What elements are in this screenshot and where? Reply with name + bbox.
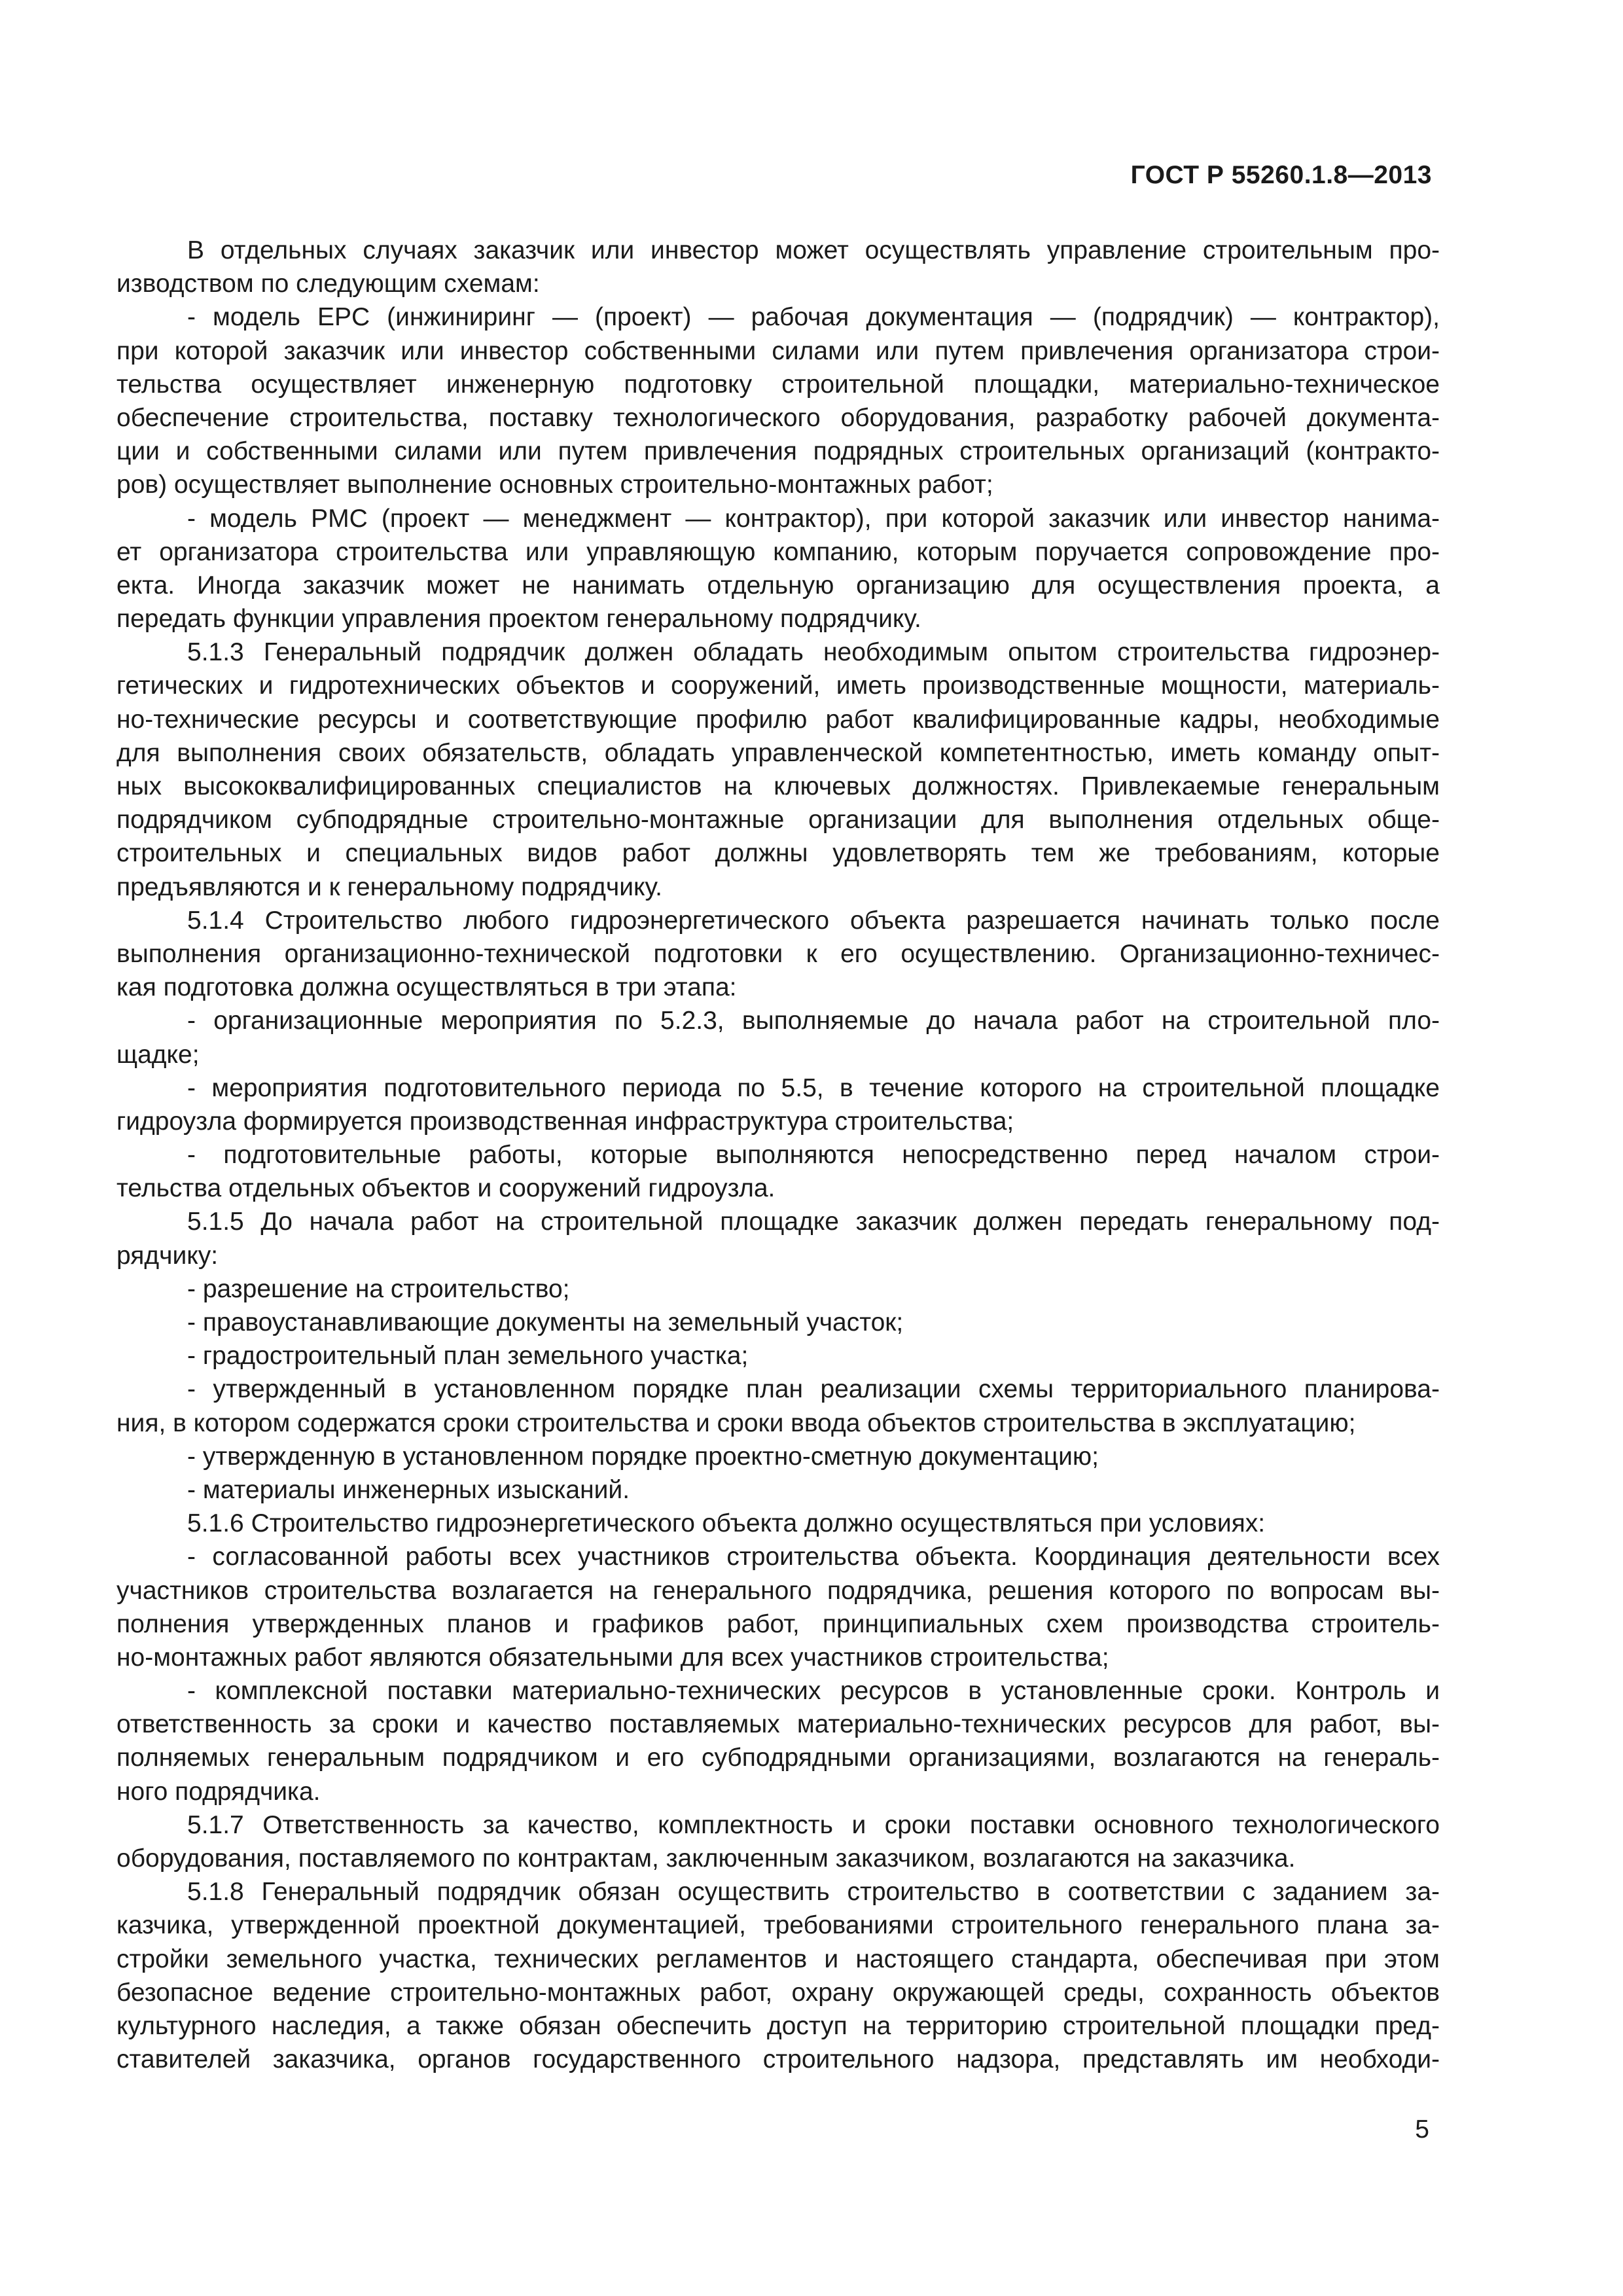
text-line: - модель PMC (проект — менеджмент — контрактор), при которой заказчик или инвестор нанима-: [187, 504, 1440, 533]
text-line: - комплексной поставки материально-технических ресурсов в установленные сроки. Контроль и: [187, 1677, 1440, 1706]
text-line: полняемых генеральным подрядчиком и его субподрядными организациями, возлагаются на генераль-: [116, 1744, 1440, 1772]
text-line: 5.1.6 Строительство гидроэнергетического объекта должно осуществляться при условиях:: [187, 1509, 1266, 1538]
text-line: тельства осуществляет инженерную подготовку строительной площадки, материально-техническое: [116, 370, 1440, 399]
text-line: - утвержденную в установленном порядке проектно-сметную документацию;: [187, 1442, 1099, 1471]
text-line: ного подрядчика.: [116, 1777, 321, 1806]
text-line: ров) осуществляет выполнение основных строительно-монтажных работ;: [116, 471, 993, 499]
document-code: ГОСТ Р 55260.1.8—2013: [1130, 161, 1432, 189]
text-line: - правоустанавливающие документы на земельный участок;: [187, 1308, 904, 1336]
text-line: казчика, утвержденной проектной документацией, требованиями строительного генерального плана за-: [116, 1911, 1440, 1940]
text-line: но-монтажных работ являются обязательными для всех участников строительства;: [116, 1643, 1109, 1672]
text-line: - разрешение на строительство;: [187, 1274, 570, 1303]
text-line: щадке;: [116, 1040, 200, 1069]
text-line: гидроузла формируется производственная инфраструктура строительства;: [116, 1107, 1014, 1136]
text-line: В отдельных случаях заказчик или инвестор может осуществлять управление строительным про-: [187, 236, 1440, 264]
text-line: - модель EPC (инжиниринг — (проект) — рабочая документация — (подрядчик) — контрактор),: [187, 303, 1440, 332]
document-body: [116, 234, 1440, 2076]
text-line: передать функции управления проектом генеральному подрядчику.: [116, 605, 921, 634]
text-line: при которой заказчик или инвестор собственными силами или путем привлечения организатора строи-: [116, 336, 1440, 365]
text-line: безопасное ведение строительно-монтажных работ, охрану окружающей среды, сохранность объектов: [116, 1978, 1440, 2007]
text-line: изводством по следующим схемам:: [116, 270, 540, 298]
text-line: екта. Иногда заказчик может не нанимать отдельную организацию для осуществления проекта, а: [116, 571, 1440, 600]
text-line: - материалы инженерных изысканий.: [187, 1475, 630, 1504]
text-line: выполнения организационно-технической подготовки к его осуществлению. Организационно-техничес-: [116, 939, 1440, 968]
text-line: тельства отдельных объектов и сооружений гидроузла.: [116, 1174, 776, 1203]
text-line: ции и собственными силами или путем привлечения подрядных строительных организаций (контракто-: [116, 437, 1440, 466]
text-line: строительных и специальных видов работ должны удовлетворять тем же требованиям, которые: [116, 839, 1440, 868]
text-line: ответственность за сроки и качество поставляемых материально-технических ресурсов для работ, вы-: [116, 1710, 1440, 1739]
text-line: 5.1.4 Строительство любого гидроэнергетического объекта разрешается начинать только после: [187, 906, 1440, 935]
text-line: участников строительства возлагается на генерального подрядчика, решения которого по вопросам вы-: [116, 1576, 1440, 1605]
text-line: обеспечение строительства, поставку технологического оборудования, разработку рабочей документа-: [116, 403, 1440, 432]
text-line: стройки земельного участка, технических регламентов и настоящего стандарта, обеспечивая при этом: [116, 1945, 1440, 1973]
text-line: - подготовительные работы, которые выполняются непосредственно перед началом строи-: [187, 1141, 1440, 1170]
text-line: - градостроительный план земельного участка;: [187, 1342, 749, 1371]
text-line: ставителей заказчика, органов государственного строительного надзора, представлять им необходи-: [116, 2045, 1440, 2074]
text-line: подрядчиком субподрядные строительно-монтажные организации для выполнения отдельных обще-: [116, 806, 1440, 834]
text-line: для выполнения своих обязательств, обладать управленческой компетентностью, иметь команду опыт-: [116, 738, 1440, 767]
text-line: оборудования, поставляемого по контрактам, заключенным заказчиком, возлагаются на заказчика.: [116, 1844, 1296, 1873]
text-line: - мероприятия подготовительного периода по 5.5, в течение которого на строительной площадке: [187, 1073, 1440, 1102]
text-line: но-технические ресурсы и соответствующие профилю работ квалифицированные кадры, необходимые: [116, 705, 1440, 734]
text-line: полнения утвержденных планов и графиков работ, принципиальных схем производства строитель-: [116, 1609, 1440, 1638]
text-line: гетических и гидротехнических объектов и сооружений, иметь производственные мощности, материаль-: [116, 672, 1440, 700]
text-line: культурного наследия, а также обязан обеспечить доступ на территорию строительной площадки пред-: [116, 2011, 1440, 2040]
text-line: - утвержденный в установленном порядке план реализации схемы территориального планирова-: [187, 1375, 1440, 1404]
text-line: ет организатора строительства или управляющую компанию, которым поручается сопровождение про-: [116, 537, 1440, 566]
text-line: предъявляются и к генеральному подрядчику.: [116, 872, 662, 901]
text-line: ния, в котором содержатся сроки строительства и сроки ввода объектов строительства в эксплуатацию;: [116, 1408, 1356, 1437]
text-line: 5.1.7 Ответственность за качество, комплектность и сроки поставки основного технологического: [187, 1810, 1440, 1839]
text-line: 5.1.3 Генеральный подрядчик должен обладать необходимым опытом строительства гидроэнер-: [187, 638, 1440, 667]
text-line: кая подготовка должна осуществляться в три этапа:: [116, 973, 737, 1002]
text-line: 5.1.8 Генеральный подрядчик обязан осуществить строительство в соответствии с заданием за-: [187, 1878, 1440, 1907]
text-line: - организационные мероприятия по 5.2.3, выполняемые до начала работ на строительной пло-: [187, 1007, 1440, 1035]
text-line: 5.1.5 До начала работ на строительной площадке заказчик должен передать генеральному под-: [187, 1208, 1440, 1236]
text-line: - согласованной работы всех участников строительства объекта. Координация деятельности всех: [187, 1543, 1440, 1571]
page-number: 5: [1415, 2115, 1429, 2144]
text-line: рядчику:: [116, 1241, 219, 1270]
text-line: ных высококвалифицированных специалистов на ключевых должностях. Привлекаемые генеральным: [116, 772, 1440, 800]
